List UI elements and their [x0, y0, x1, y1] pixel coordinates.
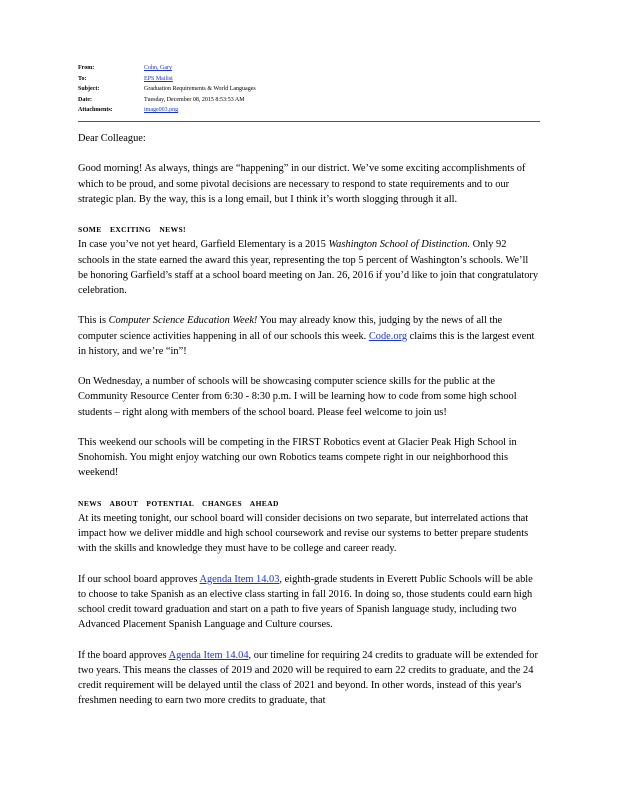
spanish-text-b: , eighth-grade students in Everett Public Schools will be able to choose to take Spanish as an elective class starting in fall 2016. In doing so, those students could earn high school credit toward graduation and start on a path to five years of Spanish language study, including two Advanced Placement Spanish Language and Culture courses. — [78, 573, 533, 631]
email-body — [78, 131, 540, 709]
subject-value: Graduation Requirements & World Languages — [144, 86, 256, 92]
cs-week-text-a: This is — [78, 315, 109, 327]
attachments-label: Attachments: — [78, 107, 113, 113]
date-label: Date: — [78, 96, 92, 103]
attachments-row — [78, 105, 518, 116]
distinction-paragraph — [78, 237, 540, 298]
distinction-award-name: Washington School of Distinction. — [328, 239, 471, 251]
greeting: Dear Colleague: — [78, 133, 146, 144]
from-row — [78, 63, 518, 74]
showcase-paragraph: On Wednesday, a number of schools will be showcasing computer science skills for the public at the Community Resource Center from 6:30 - 8:30 p.m. I will be learning how to code from some high school students – right along with members of the school board. Please feel welcome to join us! — [78, 376, 517, 418]
code-org-link[interactable]: Code.org — [368, 330, 408, 342]
agenda-item-1404-link[interactable]: Agenda Item 14.04 — [168, 649, 249, 661]
board-meeting-paragraph: At its meeting tonight, our school board will consider decisions on two separate, but interrelated actions that impact how we deliver middle and high school coursework and revise our systems to better prepare students with the skills and knowledge they must have to be college and career ready. — [78, 512, 529, 555]
subject-label: Subject: — [78, 86, 100, 92]
attachment-link[interactable]: image003.png — [144, 107, 179, 113]
from-value[interactable]: Cohn, Gary — [144, 65, 172, 71]
distinction-text-a: In case you’ve not yet heard, Garfield Elementary is a 2015 — [78, 239, 329, 251]
to-value[interactable]: EPS Mailist — [144, 75, 173, 82]
date-row — [78, 95, 518, 106]
distinction-text-b: Only 92 schools in the state earned the award this year, representing the top 5 percent of Washington’s schools. We’ll be honoring Garfield’s staff at a school board meeting on Jan. 26, 2016 if you’d like to join that congratulatory celebration. — [78, 239, 539, 296]
date-value: Tuesday, December 08, 2015 8:53:53 AM — [144, 96, 245, 103]
cs-week-paragraph — [78, 313, 540, 359]
cs-week-text-c: claims this is the largest event in history, and we’re “in”! — [78, 330, 535, 357]
from-label: From: — [78, 65, 95, 71]
email-header — [78, 63, 518, 116]
spanish-paragraph — [78, 572, 540, 633]
agenda-item-1403-link[interactable]: Agenda Item 14.03 — [199, 573, 280, 585]
header-divider — [78, 121, 540, 122]
robotics-paragraph: This weekend our schools will be competing in the FIRST Robotics event at Glacier Peak High School in Snohomish. You might enjoy watching our own Robotics teams compete right in our neighborhood this weekend! — [78, 436, 517, 479]
credits-text-b: , our timeline for requiring 24 credits to graduate will be extended for two years. This means the classes of 2019 and 2020 will be required to earn 22 credits to graduate, and the 24 credit requirement will be delayed until the class of 2021 and beyond. In other words, instead of this year's freshmen needing to earn two more credits to graduate, that — [78, 649, 538, 707]
cs-week-text-b: You may already know this, judging by the news of all the computer science activities happening in all of our schools this week. — [78, 315, 503, 342]
credits-text-a: If the board approves — [78, 649, 169, 661]
intro-paragraph: Good morning! As always, things are “happening” in our district. We’ve some exciting accomplishments of which to be proud, and some pivotal decisions are necessary to respond to state requirements and to our strategic plan. By the way, this is a long email, but I think it’s worth slogging through it all. — [78, 163, 526, 205]
section-heading-news: SOME EXCITING NEWS! — [78, 225, 186, 235]
credits-paragraph — [78, 648, 540, 709]
to-label: To: — [78, 75, 87, 82]
subject-row — [78, 84, 518, 95]
cs-week-title: Computer Science Education Week! — [108, 315, 258, 327]
spanish-text-a: If our school board approves — [78, 573, 200, 585]
to-row — [78, 74, 518, 85]
section-heading-changes: NEWS ABOUT POTENTIAL CHANGES AHEAD — [78, 498, 279, 508]
